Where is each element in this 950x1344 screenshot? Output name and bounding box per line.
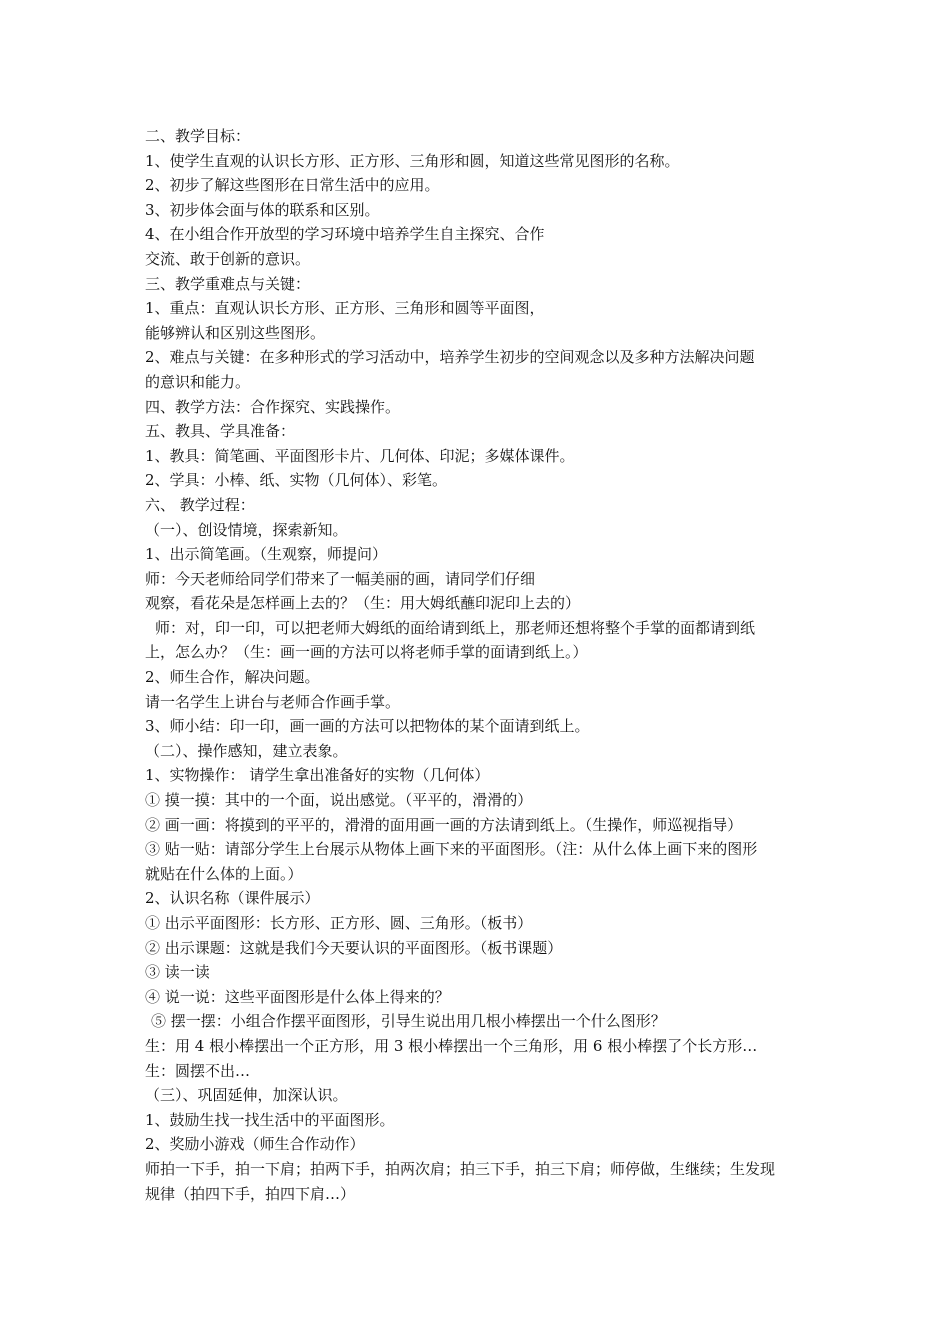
process-line: ⑤ 摆一摆：小组合作摆平面图形，引导生说出用几根小棒摆出一个什么图形？ [151,1012,666,1031]
process-line: 1、实物操作： 请学生拿出准备好的实物（几何体） [145,766,490,785]
process-line: ③ 读一读 [145,963,210,982]
key-point-2-cont: 的意识和能力。 [145,372,251,391]
goal-item-4-cont: 交流、敢于创新的意识。 [145,249,311,268]
process-line: 生：圆摆不出… [145,1061,251,1080]
heading-key-points: 三、教学重难点与关键： [145,274,311,293]
section-1-heading: （一）、创设情境，探索新知。 [145,520,348,539]
section-2-heading: （二）、操作感知，建立表象。 [145,741,348,760]
key-point-1-cont: 能够辨认和区别这些图形。 [145,323,326,342]
process-line: ② 画一画：将摸到的平平的，滑滑的面用画一画的方法请到纸上。（生操作，师巡视指导） [145,815,743,834]
process-line: 生：用 4 根小棒摆出一个正方形，用 3 根小棒摆出一个三角形，用 6 根小棒摆了个长方形… [145,1036,758,1055]
process-line: 3、师小结：印一印，画一画的方法可以把物体的某个面请到纸上。 [145,717,590,736]
process-line: 观察，看花朵是怎样画上去的？（生：用大姆纸蘸印泥印上去的） [145,594,581,613]
goal-item-1: 1、使学生直观的认识长方形、正方形、三角形和圆，知道这些常见图形的名称。 [145,151,680,170]
process-line: ④ 说一说：这些平面图形是什么体上得来的？ [145,987,450,1006]
process-line: 就贴在什么体的上面。） [145,864,303,883]
process-line: ① 摸一摸：其中的一个面，说出感觉。（平平的，滑滑的） [145,791,533,810]
key-point-2: 2、难点与关键：在多种形式的学习活动中，培养学生初步的空间观念以及多种方法解决问题 [145,348,755,367]
process-line: 规律（拍四下手，拍四下肩…） [145,1184,356,1203]
heading-teaching-methods: 四、教学方法：合作探究、实践操作。 [145,397,401,416]
process-line: ③ 贴一贴：请部分学生上台展示从物体上画下来的平面图形。（注：从什么体上画下来的图形 [145,840,758,859]
materials-student: 2、学具：小棒、纸、实物（几何体）、彩笔。 [145,471,448,490]
process-line: 2、师生合作，解决问题。 [145,668,320,687]
process-line: 2、奖励小游戏（师生合作动作） [145,1135,365,1154]
process-line: 师：今天老师给同学们带来了一幅美丽的画，请同学们仔细 [145,569,536,588]
key-point-1: 1、重点：直观认识长方形、正方形、三角形和圆等平面图， [145,299,545,318]
process-line: 师拍一下手，拍一下肩；拍两下手，拍两次肩；拍三下手，拍三下肩；师停做，生继续；生发现 [145,1159,776,1178]
document-page [145,124,815,1206]
heading-teaching-process: 六、 教学过程： [145,495,255,514]
heading-materials: 五、教具、学具准备： [145,422,296,441]
process-line: 请一名学生上讲台与老师合作画手掌。 [145,692,401,711]
process-line: 2、认识名称（课件展示） [145,889,320,908]
process-line: 1、出示简笔画。（生观察，师提问） [145,545,388,564]
goal-item-2: 2、初步了解这些图形在日常生活中的应用。 [145,176,440,195]
process-line: 师：对，印一印，可以把老师大姆纸的面给请到纸上，那老师还想将整个手掌的面都请到纸 [155,618,756,637]
process-line: ② 出示课题：这就是我们今天要认识的平面图形。（板书课题） [145,938,563,957]
section-3-heading: （三）、巩固延伸，加深认识。 [145,1086,348,1105]
goal-item-3: 3、初步体会面与体的联系和区别。 [145,200,380,219]
process-line: ① 出示平面图形：长方形、正方形、圆、三角形。（板书） [145,914,533,932]
materials-teacher: 1、教具：简笔画、平面图形卡片、几何体、印泥；多媒体课件。 [145,446,575,465]
process-line: 上，怎么办？（生：画一画的方法可以将老师手掌的面请到纸上。） [145,643,588,662]
goal-item-4: 4、在小组合作开放型的学习环境中培养学生自主探究、合作 [145,225,545,244]
heading-teaching-goals: 二、教学目标： [145,127,251,145]
process-line: 1、鼓励生找一找生活中的平面图形。 [145,1110,395,1129]
